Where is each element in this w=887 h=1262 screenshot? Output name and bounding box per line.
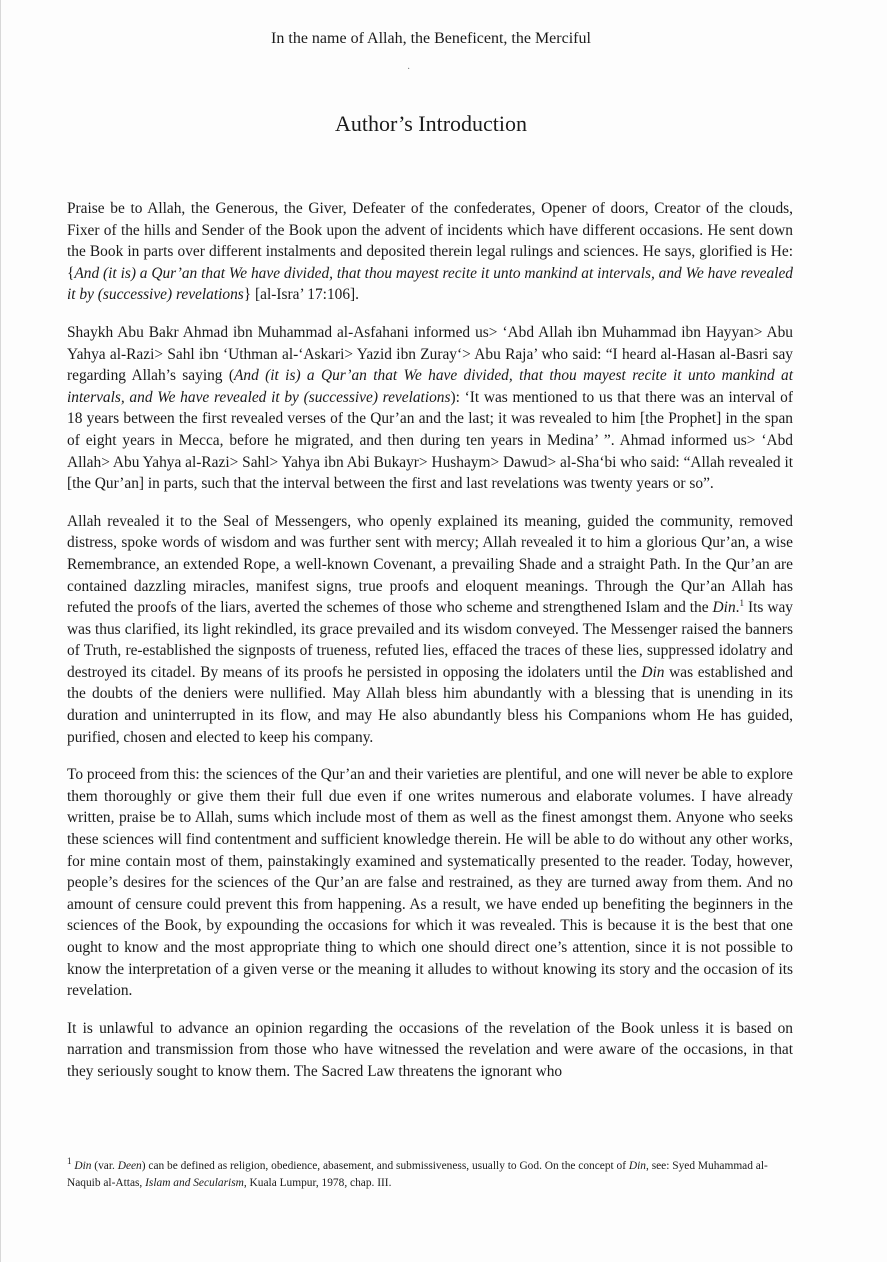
paragraph-3: Allah revealed it to the Seal of Messengers, who openly explained its meaning, guided the community, removed distress, spoke words of wisdom and was further sent with mercy; Allah revealed it to him a glorious Qur’an, a wise Remembrance, an extended Rope, a well-known Covenant, a prevailing Shade and a straight Path. In the Qur’an are contained dazzling miracles, manifest signs, true proofs and eloquent meanings. Through the Qur’an Allah has refuted the proofs of the liars, averted the schemes of those who scheme and strengthened Islam and the Din.$^1$ Its way was thus clarified, its light rekindled, its grace prevailed and its wisdom conveyed. The Messenger raised the banners of Truth, re-established the signposts of trueness, refuted lies, effaced the traces of these lies, suppressed idolatry and destroyed its citadel. By means of its proofs he persisted in opposing the idolaters until the Din was established and the doubts of the deniers were nullified. May Allah bless him abundantly with a blessing that is unending in its duration and uninterrupted in its flow, and may He also abundantly bless his Companions whom He has guided, purified, chosen and elected to keep his company. (67, 512, 793, 746)
italic-term: Din (641, 663, 665, 681)
text-run: Allah revealed it to the Seal of Messengers, who openly explained its meaning, guided the community, removed distress, spoke words of wisdom and was further sent with mercy; Allah revealed it to him a glorious Qur’an, a wise Remembrance, an extended Rope, a well-known Covenant, a prevailing Shade and a straight Path. In the Qur’an are contained dazzling miracles, manifest signs, true proofs and eloquent meanings. Through the Qur’an Allah has refuted the proofs of the liars, averted the schemes of those who scheme and strengthened Islam and the (67, 512, 793, 617)
italic-term: Din (74, 1160, 92, 1172)
paragraph-2 (67, 322, 793, 495)
italic-term: Deen (117, 1160, 142, 1172)
footnote-marker[interactable]: 1 (739, 597, 744, 608)
text-run: ) can be defined as religion, obedience, abasement, and submissiveness, usually to God. On the concept of (141, 1160, 629, 1172)
paragraph-1 (67, 198, 793, 306)
text-run: Praise be to Allah, the Generous, the Giver, Defeater of the confederates, Opener of doors, Creator of the clouds, Fixer of the hills and Sender of the Book upon the advent of incidents which have different occasions. He sent down the Book in parts over different instalments and deposited therein legal rulings and sciences. He says, glorified is He: { (67, 200, 793, 282)
chapter-title: Author’s Introduction (334, 111, 528, 136)
footnote-number: 1 (67, 1156, 72, 1167)
book-title: Islam and Secularism (145, 1177, 244, 1189)
text-run: Shaykh Abu Bakr Ahmad ibn Muhammad al-Asfahani informed us> ‘Abd Allah ibn Muhammad ibn Hayyan> Abu Yahya al-Razi> Sahl ibn ‘Uthman al-‘Askari> Yazid ibn Zuray‘> Abu Raja’ who said: “I heard al-Hasan al-Basri say regarding Allah’s saying ( (67, 323, 793, 385)
text-run: , see: Syed Muhammad al-Naquib al-Attas, (67, 1160, 768, 1189)
text-run: (var. (91, 1160, 118, 1172)
footnote (67, 1158, 793, 1192)
text-run: , Kuala Lumpur, 1978, chap. III. (243, 1177, 392, 1189)
running-header: In the name of Allah, the Beneficent, the Merciful (271, 30, 591, 47)
text-run: was established and the doubts of the deniers were nullified. May Allah bless him abundantly with a blessing that is unending in its duration and uninterrupted in its flow, and may He also abundantly bless his Companions whom He has guided, purified, chosen and elected to keep his company. (67, 663, 793, 746)
italic-term: Din (628, 1160, 646, 1172)
ornament-dot: · (407, 64, 411, 75)
italic-term: Din (712, 599, 736, 617)
paragraph-4: To proceed from this: the sciences of the Qur’an and their varieties are plentiful, and one will never be able to explore them thoroughly or give them their full due even if one writes numerous and elaborate volumes. I have already written, praise be to Allah, sums which include most of them as well as the finest amongst them. Anyone who seeks these sciences will find contentment and sufficient knowledge therein. He will be able to do without any other works, for mine contain most of them, painstakingly examined and systematically presented to the reader. Today, however, people’s desires for the sciences of the Qur’an are false and restrained, as they are turned away from them. And no amount of censure could prevent this from happening. As a result, we have ended up benefiting the beginners in the sciences of the Book, by expounding the occasions for which it was revealed. This is because it is the best that one ought to know and the most appropriate thing to which one should direct one’s attention, since it is not possible to know the interpretation of a given verse or the meaning it alludes to without knowing its story and the occasion of its revelation. (67, 766, 793, 1000)
paragraph-5: It is unlawful to advance an opinion regarding the occasions of the revelation of the Book unless it is based on narration and transmission from those who have witnessed the revelation and were aware of the occasions, in that they seriously sought to know them. The Sacred Law threatens the ignorant who (67, 1019, 793, 1080)
quran-quote: And (it is) a Qur’an that We have divided, that thou mayest recite it unto mankind at intervals, and We have revealed it by (successive) revelations (67, 264, 793, 304)
text-run: ): ‘It was mentioned to us that there was an interval of 18 years between the first revealed verses of the Qur’an and the last; it was revealed to him [the Prophet] in the span of eight years in Mecca, before he migrated, and then during ten years in Medina’ ”. Ahmad informed us> ‘Abd Allah> Abu Yahya al-Razi> Sahl> Yahya ibn Abi Bukayr> Hushaym> Dawud> al-Sha‘bi who said: “Allah revealed it [the Qur’an] in parts, such that the interval between the first and last revelations was twenty years or so”. (67, 388, 793, 493)
body-text (67, 198, 793, 1099)
text-run: Its way was thus clarified, its light rekindled, its grace prevailed and its wisdom conveyed. The Messenger raised the banners of Truth, re-established the signposts of trueness, refuted lies, effaced the traces of these lies, suppressed idolatry and destroyed its citadel. By means of its proofs he persisted in opposing the idolaters until the (67, 599, 793, 681)
quran-quote: And (it is) a Qur’an that We have divided, that thou mayest recite it unto mankind at intervals, and We have revealed it by (successive) revelations (67, 367, 794, 406)
text-run: } [al-Isra’ 17:106]. (243, 286, 360, 304)
